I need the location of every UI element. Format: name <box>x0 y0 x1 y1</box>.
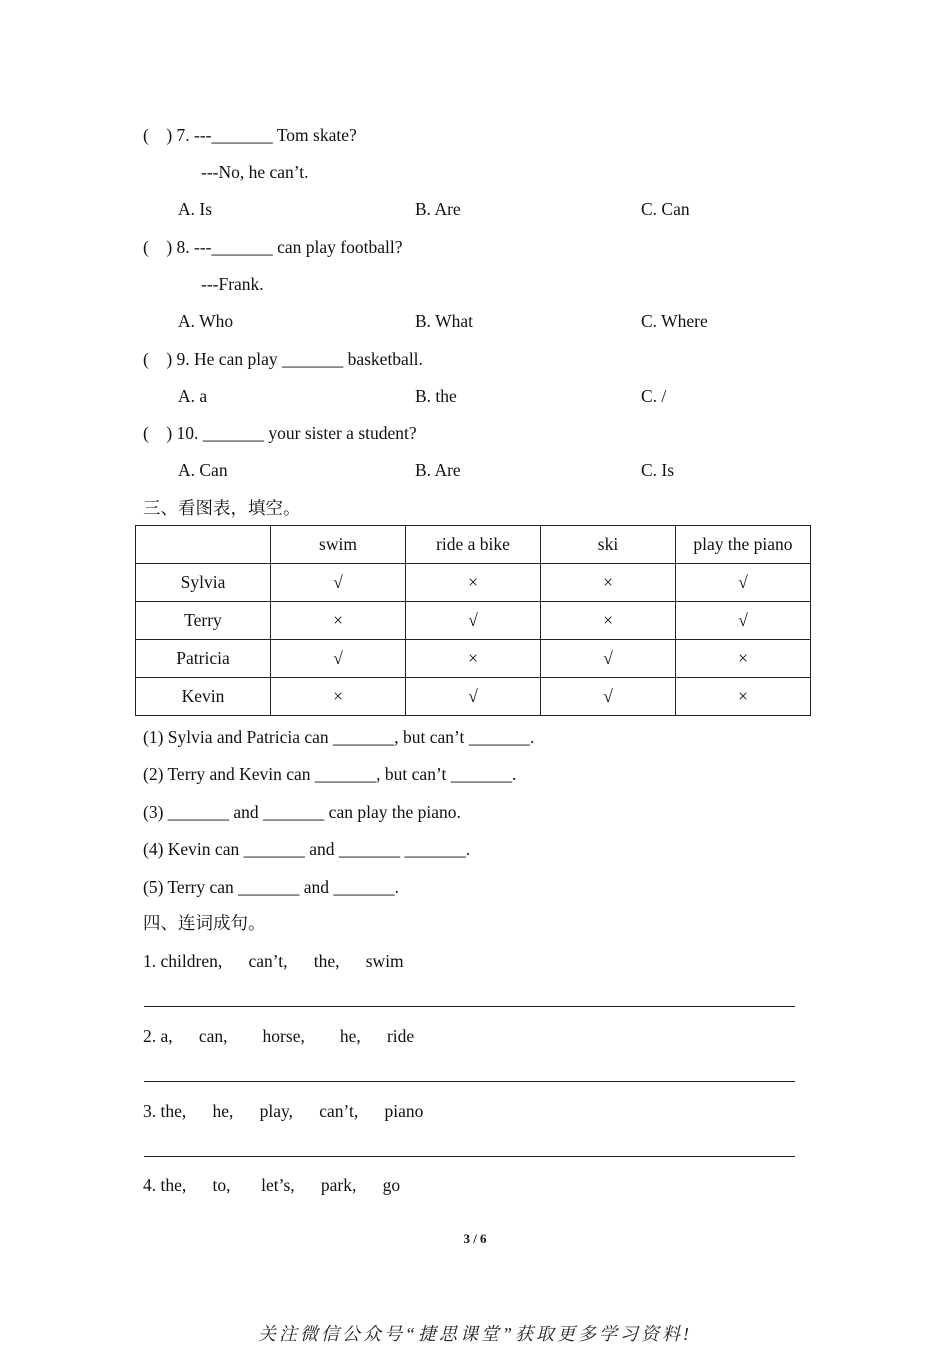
fill-sentence-3: (3) _______ and _______ can play the piano. <box>143 802 461 822</box>
word-order-item-4: 4. the, to, let’s, park, go <box>143 1175 401 1195</box>
fill-sentence-1: (1) Sylvia and Patricia can _______, but can’t _______. <box>143 727 535 747</box>
question-8-option-c: C. Where <box>641 311 708 331</box>
question-8-option-a: A. Who <box>178 311 234 331</box>
section-4-title: 四、连词成句。 <box>143 913 266 933</box>
table-cell: √ <box>676 602 811 640</box>
table-cell: √ <box>406 602 541 640</box>
ability-table <box>135 525 811 716</box>
table-cell: × <box>271 602 406 640</box>
question-9-option-c: C. / <box>641 386 667 406</box>
question-10-option-b: B. Are <box>415 460 461 480</box>
word-order-item-2: 2. a, can, horse, he, ride <box>143 1026 415 1046</box>
table-cell: × <box>271 678 406 716</box>
word-order-item-1: 1. children, can’t, the, swim <box>143 951 404 971</box>
fill-sentence-2: (2) Terry and Kevin can _______, but can’t _______. <box>143 764 517 784</box>
table-cell: × <box>406 640 541 678</box>
answer-line <box>144 1006 795 1007</box>
question-9-option-a: A. a <box>178 386 208 406</box>
table-cell: × <box>541 602 676 640</box>
fill-sentence-4: (4) Kevin can _______ and _______ _______. <box>143 839 471 859</box>
question-10-option-a: A. Can <box>178 460 228 480</box>
table-cell: √ <box>541 640 676 678</box>
table-cell: Patricia <box>136 640 271 678</box>
table-cell: × <box>541 564 676 602</box>
table-cell: √ <box>541 678 676 716</box>
table-header-cell: swim <box>271 526 406 564</box>
table-cell: × <box>676 678 811 716</box>
fill-sentence-5: (5) Terry can _______ and _______. <box>143 877 400 897</box>
table-cell: √ <box>676 564 811 602</box>
table-row <box>136 640 811 678</box>
table-row <box>136 602 811 640</box>
footer-note: 关注微信公众号“捷思课堂”获取更多学习资料! <box>257 1324 692 1344</box>
table-header-cell: play the piano <box>676 526 811 564</box>
question-7-option-c: C. Can <box>641 199 690 219</box>
table-cell: √ <box>271 640 406 678</box>
answer-line <box>144 1156 795 1157</box>
question-10-option-c: C. Is <box>641 460 675 480</box>
question-8-option-b: B. What <box>415 311 474 331</box>
table-cell: × <box>676 640 811 678</box>
table-cell: Kevin <box>136 678 271 716</box>
table-header-row <box>136 526 811 564</box>
word-order-item-3: 3. the, he, play, can’t, piano <box>143 1101 424 1121</box>
question-7-option-b: B. Are <box>415 199 461 219</box>
table-row <box>136 678 811 716</box>
question-8-stem: ( ) 8. ---_______ can play football? <box>143 237 403 257</box>
answer-line <box>144 1081 795 1082</box>
question-7-stem: ( ) 7. ---_______ Tom skate? <box>143 125 357 145</box>
question-9-stem: ( ) 9. He can play _______ basketball. <box>143 349 423 369</box>
table-header-cell <box>136 526 271 564</box>
question-7-answer: ---No, he can’t. <box>201 162 309 182</box>
table-header-cell: ski <box>541 526 676 564</box>
page-number: 3 / 6 <box>463 1231 487 1246</box>
question-10-stem: ( ) 10. _______ your sister a student? <box>143 423 417 443</box>
question-7-option-a: A. Is <box>178 199 213 219</box>
table-cell: Terry <box>136 602 271 640</box>
table-cell: × <box>406 564 541 602</box>
table-header-cell: ride a bike <box>406 526 541 564</box>
question-9-option-b: B. the <box>415 386 457 406</box>
question-8-answer: ---Frank. <box>201 274 264 294</box>
section-3-title: 三、看图表，填空。 <box>143 498 301 518</box>
table-row <box>136 564 811 602</box>
table-cell: Sylvia <box>136 564 271 602</box>
table-cell: √ <box>406 678 541 716</box>
table-cell: √ <box>271 564 406 602</box>
